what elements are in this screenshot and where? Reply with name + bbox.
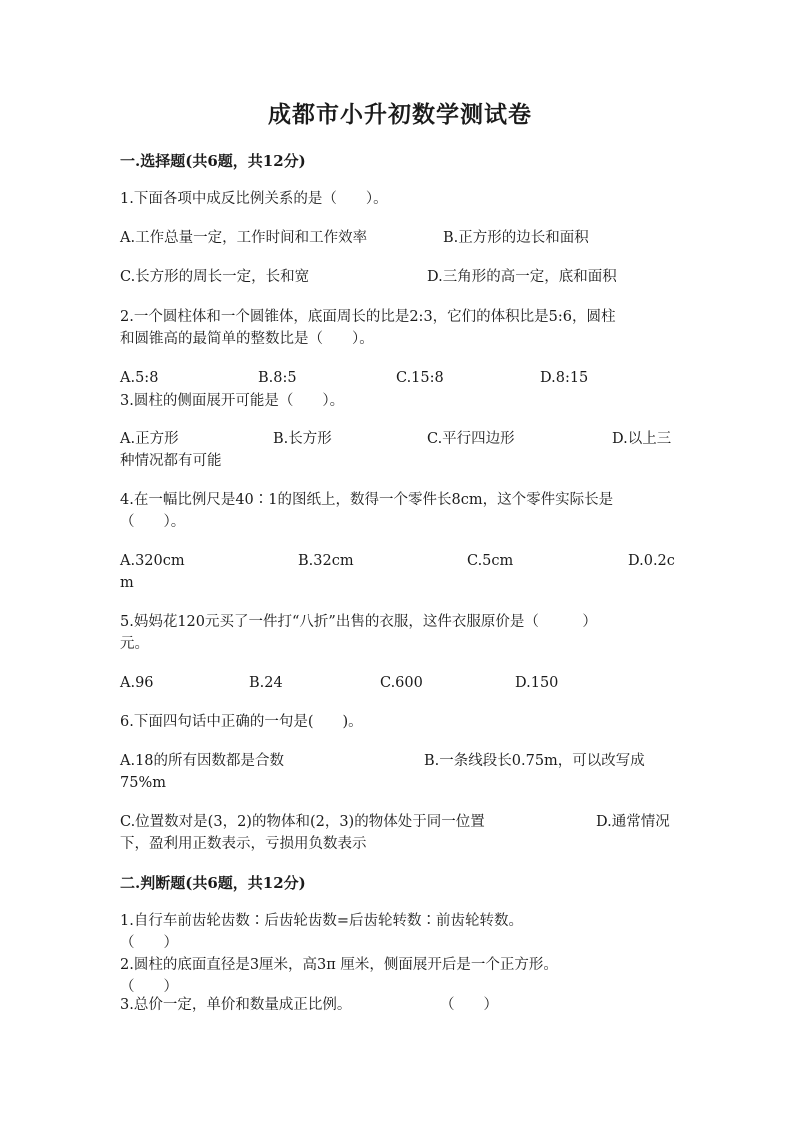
question-4-stem-line2: （ ）。 <box>120 514 186 530</box>
question-2-stem-line2: 和圆锥高的最简单的整数比是（ ）。 <box>120 331 374 347</box>
question-1-option-a: A.工作总量一定，工作时间和工作效率 <box>120 230 368 246</box>
section-heading-judge: 二.判断题(共6题，共12分) <box>120 874 306 892</box>
exam-title: 成都市小升初数学测试卷 <box>268 101 532 128</box>
question-1-option-d: D.三角形的高一定，底和面积 <box>427 269 617 285</box>
question-5-option-b: B.24 <box>249 675 283 691</box>
judge-3-answer-paren: （ ） <box>440 997 498 1013</box>
judge-2-answer-paren: （ ） <box>120 979 178 995</box>
question-6-option-c: C.位置数对是(3，2)的物体和(2，3)的物体处于同一位置 <box>120 814 485 830</box>
question-1-stem: 1.下面各项中成反比例关系的是（ ）。 <box>120 191 388 207</box>
question-4-option-b: B.32cm <box>298 553 354 569</box>
question-5-stem-line1: 5.妈妈花120元买了一件打“八折”出售的衣服，这件衣服原价是（ ） <box>120 614 597 630</box>
section-heading-choice: 一.选择题(共6题，共12分) <box>120 152 306 170</box>
judge-3-stem: 3.总价一定，单价和数量成正比例。 <box>120 997 352 1013</box>
question-6-option-b: B.一条线段长0.75m，可以改写成 <box>424 753 645 769</box>
question-3-option-b: B.长方形 <box>273 431 332 447</box>
question-5-option-c: C.600 <box>380 675 423 691</box>
question-2-option-c: C.15:8 <box>396 370 444 386</box>
judge-1-stem: 1.自行车前齿轮齿数∶后齿轮齿数=后齿轮转数∶前齿轮转数。 <box>120 913 523 929</box>
question-4-option-c: C.5cm <box>467 553 514 569</box>
question-5-option-a: A.96 <box>120 675 154 691</box>
question-2-stem-line1: 2.一个圆柱体和一个圆锥体，底面周长的比是2:3，它们的体积比是5:6，圆柱 <box>120 309 616 325</box>
question-1-option-c: C.长方形的周长一定，长和宽 <box>120 269 310 285</box>
question-6-stem: 6.下面四句话中正确的一句是( )。 <box>120 714 363 730</box>
question-3-option-c: C.平行四边形 <box>427 431 515 447</box>
question-3-option-a: A.正方形 <box>120 431 179 447</box>
judge-2-stem: 2.圆柱的底面直径是3厘米，高3π 厘米，侧面展开后是一个正方形。 <box>120 957 558 973</box>
question-6-option-d-wrap: 下，盈利用正数表示，亏损用负数表示 <box>120 836 367 852</box>
question-2-option-a: A.5:8 <box>120 370 159 386</box>
question-3-option-d-wrap: 种情况都有可能 <box>120 453 222 469</box>
question-5-stem-line2: 元。 <box>120 636 149 652</box>
question-1-option-b: B.正方形的边长和面积 <box>443 230 589 246</box>
question-4-option-d-wrap: m <box>120 575 134 591</box>
question-5-option-d: D.150 <box>515 675 559 691</box>
question-3-option-d: D.以上三 <box>612 431 672 447</box>
question-2-option-d: D.8:15 <box>540 370 589 386</box>
question-4-option-d: D.0.2c <box>628 553 675 569</box>
question-4-option-a: A.320cm <box>120 553 185 569</box>
question-2-option-b: B.8:5 <box>258 370 297 386</box>
question-6-option-b-wrap: 75%m <box>120 775 166 791</box>
judge-1-answer-paren: （ ） <box>120 935 178 951</box>
question-4-stem-line1: 4.在一幅比例尺是40∶1的图纸上，数得一个零件长8cm，这个零件实际长是 <box>120 492 614 508</box>
question-3-stem: 3.圆柱的侧面展开可能是（ ）。 <box>120 393 345 409</box>
question-6-option-a: A.18的所有因数都是合数 <box>120 753 285 769</box>
question-6-option-d: D.通常情况 <box>596 814 670 830</box>
